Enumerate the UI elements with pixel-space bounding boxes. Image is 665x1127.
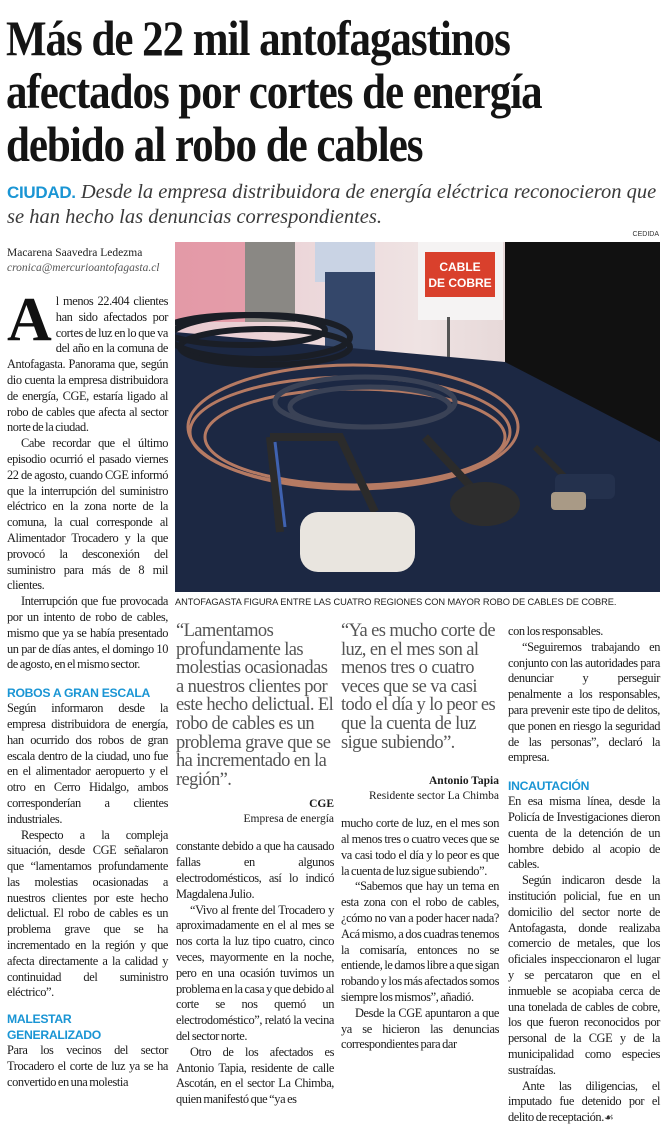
paragraph: En esa misma línea, desde la Policía de Investigaciones dieron cuenta de la detención de un hombre debido al acopio de cables.: [508, 794, 660, 872]
paragraph: Según indicaron desde la institución policial, fue en un domicilio del sector norte de Antofagasta, donde realizaba comercio de metales, que los oficiales inspeccionaron el lugar y se percataron que en el inmueble se acopiaba cerca de una tonelada de cables de cobre, los que fueron reconocidos por personal de la CGE y de la municipalidad como especies sustraídas.: [508, 873, 660, 1077]
paragraph: Desde la CGE apuntaron a que ya se hicieron las denuncias correspondientes para dar: [341, 1005, 499, 1052]
paragraph: Interrupción que fue provocada por un intento de robo de cables, mismo que ya se había presentado un par de días antes, el domingo 10 de agosto, en el mismo sector.: [7, 594, 168, 672]
section-heading: MALESTAR GENERALIZADO: [7, 1012, 101, 1043]
svg-text:CABLE: CABLE: [439, 260, 481, 274]
cables-photo-illustration: [175, 242, 660, 592]
paragraph: Cabe recordar que el último episodio ocurrió el pasado viernes 22 de agosto, cuando CGE informó que la interrupción del suministro eléctrico en la zona norte de la comuna, la cual corresponde al Alimentador Trocadero y la que provocó la desconexión del suministro para más de 8 mil clientes.: [7, 436, 168, 593]
headline-line-2: afectados por cortes de energía: [6, 63, 542, 119]
end-mark-icon: ☙: [603, 1112, 614, 1125]
pullquote-cge: [176, 622, 334, 827]
pullquote-text: “Lamentamos profundamente las molestias ocasionadas a nuestros clientes por este hecho delictual. El robo de cables es un problema grave que se ha incrementado en la región”.: [176, 621, 334, 790]
paragraph: “Vivo al frente del Trocadero y aproximadamente en el al mes se nos corta la luz tipo cuatro, cinco veces, mayormente en la noche, pero en una ocasión tuvimos un problema en la casa y que debido al corte se nos quemó un electrodoméstico”, relató la vecina del sector norte.: [176, 902, 334, 1043]
headline-line-1: Más de 22 mil antofagastinos: [6, 10, 510, 66]
article-column-3: [341, 622, 499, 1053]
paragraph: Según informaron desde la empresa distribuidora de energía, han ocurrido dos robos de gran escala dentro de la ciudad, uno fue en el alimentador aeropuerto y el otro en Cerro Hidalgo, ambos corresponderían a clientes industriales.: [7, 701, 168, 826]
photo-credit: CEDIDA: [632, 231, 659, 238]
drop-cap: A: [7, 286, 52, 354]
article-column-2: [176, 622, 334, 1108]
paragraph: Otro de los afectados es Antonio Tapia, residente de calle Ascotán, en el sector La Chimba, quien manifestó que “ya es: [176, 1044, 334, 1107]
pullquote-role: Residente sector La Chimba: [369, 790, 499, 803]
paragraph: Para los vecinos del sector Trocadero el corte de luz ya se ha convertido en una molestia: [7, 1043, 168, 1089]
section-heading: ROBOS A GRAN ESCALA: [7, 686, 151, 701]
svg-text:DE COBRE: DE COBRE: [428, 276, 492, 290]
paragraph: [508, 1079, 660, 1127]
paragraph: constante debido a que ha causado fallas en algunos electrodomésticos, así lo indicó Magdalena Julio.: [176, 839, 334, 901]
paragraph: mucho corte de luz, en el mes son al menos tres o cuatro veces que se va casi todo el día y lo peor es que la cuenta de luz sigue subiendo”.: [341, 816, 499, 878]
paragraph: l menos 22.404 clientes han sido afectados por cortes de luz en lo que va del año en la comuna de Antofagasta. Panorama que, según dio cuenta la empresa distribuidora de energía, CGE, estaría ligado al robo de cables que afecta al sector norte de la ciudad.: [7, 294, 168, 435]
pullquote-text: “Ya es mucho corte de luz, en el mes son al menos tres o cuatro veces que se va casi todo el día y lo peor es que la cuenta de luz sigue subiendo”.: [341, 621, 496, 753]
paragraph: “Seguiremos trabajando en conjunto con las autoridades para denunciar y perseguir penalmente a los responsables, para prevenir este tipo de delitos, que ponen en riesgo la seguridad de las personas”, declaró la empresa.: [508, 639, 660, 765]
pullquote-name: CGE: [309, 798, 334, 811]
paragraph-text: Ante las diligencias, el imputado fue detenido por el delito de receptación.: [508, 1078, 660, 1125]
author-email[interactable]: cronica@mercurioantofagasta.cl: [7, 262, 160, 274]
section-label: CIUDAD.: [7, 183, 76, 202]
dek: [7, 180, 657, 229]
article-column-4: [508, 624, 660, 1127]
article-column-1: [7, 286, 168, 1091]
headline-line-3: debido al robo de cables: [6, 116, 423, 172]
paragraph: “Sabemos que hay un tema en esta zona con el robo de cables, ¿cómo no van a poder hacer nada? Acá mismo, a dos cuadras tenemos la comisaría, entonces no se entiende, le damos libre a que sigan robando y los más afectados somos siempre los mismos”, añadió.: [341, 879, 499, 1004]
dek-text: Desde la empresa distribuidora de energía eléctrica reconocieron que se han hecho las denuncias correspondientes.: [7, 181, 657, 228]
section-heading: INCAUTACIÓN: [508, 779, 590, 794]
pullquote-tapia: [341, 622, 499, 804]
photo-caption: ANTOFAGASTA FIGURA ENTRE LAS CUATRO REGIONES CON MAYOR ROBO DE CABLES DE COBRE.: [175, 597, 617, 607]
author-name: Macarena Saavedra Ledezma: [7, 247, 143, 259]
pullquote-name: Antonio Tapia: [429, 775, 499, 788]
paragraph: Respecto a la compleja situación, desde CGE señalaron que “lamentamos profundamente las molestias ocasionadas a nuestros clientes por este hecho delictual. El robo de cables es un problema grave que se ha incrementado en la región y que afecta directamente a la calidad y continuidad del suministro eléctrico”.: [7, 827, 168, 1000]
byline: [7, 246, 160, 276]
paragraph: con los responsables.: [508, 624, 603, 638]
article-photo: [175, 242, 660, 592]
pullquote-role: Empresa de energía: [243, 813, 334, 826]
sign: [425, 252, 495, 297]
